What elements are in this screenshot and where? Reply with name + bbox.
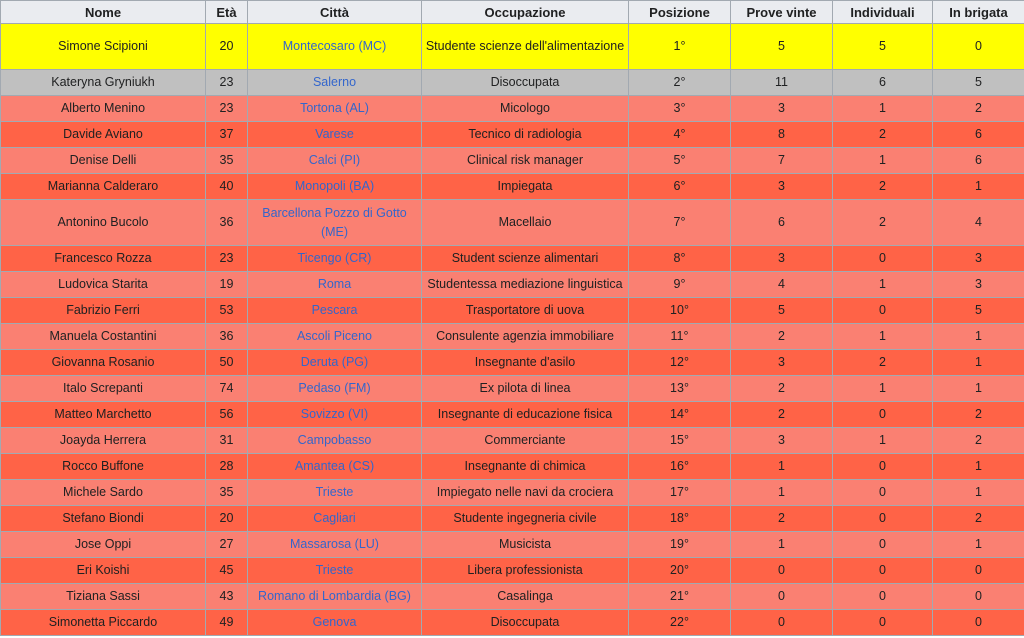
individual-cell: 1 <box>833 376 933 402</box>
city-link[interactable]: Montecosaro <box>282 39 355 53</box>
city-cell <box>248 454 422 480</box>
wins-cell: 3 <box>731 350 833 376</box>
province-paren-open: ( <box>344 381 349 395</box>
table-row <box>1 402 1024 428</box>
province-paren-open: ( <box>358 39 363 53</box>
name-cell: Matteo Marchetto <box>1 402 206 428</box>
individual-cell: 0 <box>833 454 933 480</box>
header-occupazione: Occupazione <box>422 1 629 24</box>
name-cell: Michele Sardo <box>1 480 206 506</box>
table-row <box>1 610 1024 636</box>
city-link[interactable]: Varese <box>315 127 354 141</box>
individual-cell: 0 <box>833 532 933 558</box>
brigade-cell: 2 <box>933 506 1024 532</box>
city-link[interactable]: Monopoli <box>294 179 346 193</box>
city-cell <box>248 558 422 584</box>
province-paren-open: ( <box>348 407 353 421</box>
province-link[interactable]: VI <box>352 407 365 421</box>
wins-cell: 4 <box>731 272 833 298</box>
table-row <box>1 506 1024 532</box>
table-row <box>1 558 1024 584</box>
wins-cell: 5 <box>731 298 833 324</box>
brigade-cell: 5 <box>933 298 1024 324</box>
wins-cell: 0 <box>731 558 833 584</box>
province-paren-open: ( <box>345 101 350 115</box>
name-cell: Italo Screpanti <box>1 376 206 402</box>
wins-cell: 6 <box>731 200 833 246</box>
individual-cell: 1 <box>833 272 933 298</box>
table-row <box>1 122 1024 148</box>
province-paren-close: ) <box>369 459 375 473</box>
city-link[interactable]: Pescara <box>311 303 358 317</box>
occupation-cell: Disoccupata <box>422 610 629 636</box>
city-cell <box>248 174 422 200</box>
table-body <box>1 24 1024 636</box>
brigade-cell: 1 <box>933 480 1024 506</box>
table-row <box>1 70 1024 96</box>
age-cell: 23 <box>206 96 248 122</box>
table-row <box>1 298 1024 324</box>
individual-cell: 0 <box>833 298 933 324</box>
name-cell: Jose Oppi <box>1 532 206 558</box>
table-row <box>1 584 1024 610</box>
table-row <box>1 480 1024 506</box>
position-cell: 15° <box>629 428 731 454</box>
wins-cell: 3 <box>731 96 833 122</box>
table-row <box>1 246 1024 272</box>
wins-cell: 2 <box>731 376 833 402</box>
province-link[interactable]: BA <box>353 179 370 193</box>
individual-cell: 0 <box>833 246 933 272</box>
occupation-cell: Libera professionista <box>422 558 629 584</box>
wins-cell: 3 <box>731 246 833 272</box>
city-link[interactable]: Campobasso <box>297 433 372 447</box>
city-cell <box>248 272 422 298</box>
wins-cell: 0 <box>731 610 833 636</box>
city-cell <box>248 200 422 246</box>
header-prove-vinte: Prove vinte <box>731 1 833 24</box>
city-cell <box>248 402 422 428</box>
age-cell: 19 <box>206 272 248 298</box>
city-link[interactable]: Roma <box>317 277 352 291</box>
province-paren-open: ( <box>345 251 350 265</box>
age-cell: 74 <box>206 376 248 402</box>
table-row <box>1 174 1024 200</box>
position-cell: 21° <box>629 584 731 610</box>
brigade-cell: 1 <box>933 454 1024 480</box>
individual-cell: 0 <box>833 480 933 506</box>
name-cell: Tiziana Sassi <box>1 584 206 610</box>
brigade-cell: 0 <box>933 584 1024 610</box>
name-cell: Eri Koishi <box>1 558 206 584</box>
name-cell: Alberto Menino <box>1 96 206 122</box>
province-link[interactable]: FM <box>348 381 367 395</box>
province-paren-close: ) <box>369 179 375 193</box>
name-cell: Francesco Rozza <box>1 246 206 272</box>
age-cell: 53 <box>206 298 248 324</box>
city-cell <box>248 506 422 532</box>
province-link[interactable]: AL <box>349 101 365 115</box>
city-cell <box>248 148 422 174</box>
table-row <box>1 200 1024 246</box>
province-paren-close: ) <box>364 101 369 115</box>
name-cell: Davide Aviano <box>1 122 206 148</box>
city-link[interactable]: Ascoli Piceno <box>296 329 373 343</box>
age-cell: 28 <box>206 454 248 480</box>
header-posizione: Posizione <box>629 1 731 24</box>
city-link[interactable]: Cagliari <box>313 511 356 525</box>
brigade-cell: 1 <box>933 376 1024 402</box>
header-in-brigata: In brigata <box>933 1 1024 24</box>
name-cell: Ludovica Starita <box>1 272 206 298</box>
city-link[interactable]: Calci <box>308 153 337 167</box>
city-link[interactable]: Pedaso <box>298 381 341 395</box>
header-nome: Nome <box>1 1 206 24</box>
province-link[interactable]: LU <box>358 537 375 551</box>
name-cell: Fabrizio Ferri <box>1 298 206 324</box>
occupation-cell: Impiegata <box>422 174 629 200</box>
age-cell: 40 <box>206 174 248 200</box>
province-paren-close: ) <box>356 153 361 167</box>
wins-cell: 5 <box>731 24 833 70</box>
province-link[interactable]: ME <box>325 224 344 239</box>
name-cell: Joayda Herrera <box>1 428 206 454</box>
name-cell: Kateryna Gryniukh <box>1 70 206 96</box>
position-cell: 8° <box>629 246 731 272</box>
individual-cell: 2 <box>833 350 933 376</box>
province-paren-close: ) <box>374 537 379 551</box>
province-link[interactable]: PG <box>345 355 365 369</box>
brigade-cell: 1 <box>933 174 1024 200</box>
age-cell: 50 <box>206 350 248 376</box>
brigade-cell: 1 <box>933 324 1024 350</box>
province-link[interactable]: MC <box>362 39 383 53</box>
individual-cell: 5 <box>833 24 933 70</box>
province-paren-open: ( <box>341 355 346 369</box>
city-cell <box>248 324 422 350</box>
city-cell <box>248 246 422 272</box>
province-paren-close: ) <box>382 39 387 53</box>
position-cell: 19° <box>629 532 731 558</box>
position-cell: 18° <box>629 506 731 532</box>
province-paren-open: ( <box>354 537 359 551</box>
city-link[interactable]: Genova <box>312 615 357 629</box>
position-cell: 20° <box>629 558 731 584</box>
city-cell <box>248 122 422 148</box>
age-cell: 36 <box>206 324 248 350</box>
age-cell: 23 <box>206 70 248 96</box>
age-cell: 56 <box>206 402 248 428</box>
city-cell <box>248 350 422 376</box>
province-paren-close: ) <box>364 407 369 421</box>
brigade-cell: 3 <box>933 246 1024 272</box>
city-link[interactable]: Ticengo <box>297 251 342 265</box>
position-cell: 7° <box>629 200 731 246</box>
wins-cell: 3 <box>731 174 833 200</box>
brigade-cell: 1 <box>933 350 1024 376</box>
wins-cell: 1 <box>731 532 833 558</box>
position-cell: 5° <box>629 148 731 174</box>
brigade-cell: 1 <box>933 532 1024 558</box>
wins-cell: 0 <box>731 584 833 610</box>
brigade-cell: 2 <box>933 402 1024 428</box>
city-cell <box>248 298 422 324</box>
brigade-cell: 0 <box>933 558 1024 584</box>
brigade-cell: 5 <box>933 70 1024 96</box>
table-row <box>1 376 1024 402</box>
position-cell: 22° <box>629 610 731 636</box>
occupation-cell: Casalinga <box>422 584 629 610</box>
wins-cell: 8 <box>731 122 833 148</box>
province-paren-open: ( <box>349 179 354 193</box>
name-cell: Denise Delli <box>1 148 206 174</box>
city-cell <box>248 96 422 122</box>
position-cell: 12° <box>629 350 731 376</box>
province-paren-close: ) <box>406 589 411 603</box>
occupation-cell: Ex pilota di linea <box>422 376 629 402</box>
age-cell: 35 <box>206 480 248 506</box>
position-cell: 13° <box>629 376 731 402</box>
city-cell <box>248 584 422 610</box>
position-cell: 10° <box>629 298 731 324</box>
age-cell: 43 <box>206 584 248 610</box>
occupation-cell: Insegnante di chimica <box>422 454 629 480</box>
occupation-cell: Musicista <box>422 532 629 558</box>
position-cell: 2° <box>629 70 731 96</box>
position-cell: 17° <box>629 480 731 506</box>
city-link[interactable]: Deruta <box>300 355 339 369</box>
brigade-cell: 0 <box>933 24 1024 70</box>
city-link[interactable]: Barcellona Pozzo di Gotto <box>262 205 407 220</box>
position-cell: 9° <box>629 272 731 298</box>
individual-cell: 1 <box>833 428 933 454</box>
occupation-cell: Trasportatore di uova <box>422 298 629 324</box>
individual-cell: 2 <box>833 200 933 246</box>
city-link[interactable]: Massarosa <box>290 537 352 551</box>
age-cell: 27 <box>206 532 248 558</box>
position-cell: 3° <box>629 96 731 122</box>
age-cell: 36 <box>206 200 248 246</box>
occupation-cell: Micologo <box>422 96 629 122</box>
province-link[interactable]: PI <box>344 153 357 167</box>
province-paren-open: ( <box>340 153 345 167</box>
occupation-cell: Commerciante <box>422 428 629 454</box>
table-row <box>1 24 1024 70</box>
occupation-cell: Studente scienze dell'alimentazione <box>422 24 629 70</box>
table-row <box>1 532 1024 558</box>
city-cell <box>248 532 422 558</box>
age-cell: 20 <box>206 24 248 70</box>
table-row <box>1 428 1024 454</box>
wins-cell: 2 <box>731 324 833 350</box>
individual-cell: 0 <box>833 610 933 636</box>
province-link[interactable]: CS <box>352 459 370 473</box>
table-row <box>1 454 1024 480</box>
table-row <box>1 148 1024 174</box>
city-link[interactable]: Trieste <box>315 485 354 499</box>
province-paren-close: ) <box>366 381 371 395</box>
brigade-cell: 3 <box>933 272 1024 298</box>
city-cell <box>248 70 422 96</box>
name-cell: Stefano Biondi <box>1 506 206 532</box>
individual-cell: 6 <box>833 70 933 96</box>
header-individuali: Individuali <box>833 1 933 24</box>
wins-cell: 1 <box>731 480 833 506</box>
province-paren-close: ) <box>343 224 349 239</box>
age-cell: 23 <box>206 246 248 272</box>
occupation-cell: Consulente agenzia immobiliare <box>422 324 629 350</box>
individual-cell: 2 <box>833 174 933 200</box>
occupation-cell: Studente ingegneria civile <box>422 506 629 532</box>
city-cell <box>248 610 422 636</box>
brigade-cell: 2 <box>933 428 1024 454</box>
table-row <box>1 272 1024 298</box>
province-paren-open: ( <box>348 459 353 473</box>
table-header <box>1 1 1024 24</box>
name-cell: Simone Scipioni <box>1 24 206 70</box>
occupation-cell: Student scienze alimentari <box>422 246 629 272</box>
occupation-cell: Macellaio <box>422 200 629 246</box>
province-paren-close: ) <box>364 355 369 369</box>
age-cell: 37 <box>206 122 248 148</box>
wins-cell: 7 <box>731 148 833 174</box>
name-cell: Manuela Costantini <box>1 324 206 350</box>
city-cell <box>248 24 422 70</box>
brigade-cell: 2 <box>933 96 1024 122</box>
city-cell <box>248 428 422 454</box>
header-eta: Età <box>206 1 248 24</box>
position-cell: 6° <box>629 174 731 200</box>
table-row <box>1 324 1024 350</box>
city-cell <box>248 480 422 506</box>
city-link[interactable]: Salerno <box>312 75 357 89</box>
city-link[interactable]: Trieste <box>315 563 354 577</box>
name-cell: Simonetta Piccardo <box>1 610 206 636</box>
individual-cell: 1 <box>833 96 933 122</box>
wins-cell: 3 <box>731 428 833 454</box>
table-row <box>1 350 1024 376</box>
individual-cell: 1 <box>833 148 933 174</box>
age-cell: 45 <box>206 558 248 584</box>
wins-cell: 2 <box>731 402 833 428</box>
occupation-cell: Studentessa mediazione linguistica <box>422 272 629 298</box>
individual-cell: 0 <box>833 506 933 532</box>
city-link[interactable]: Sovizzo <box>300 407 345 421</box>
province-link[interactable]: CR <box>349 251 368 265</box>
age-cell: 20 <box>206 506 248 532</box>
wins-cell: 1 <box>731 454 833 480</box>
province-paren-close: ) <box>367 251 372 265</box>
individual-cell: 0 <box>833 584 933 610</box>
city-cell <box>248 376 422 402</box>
occupation-cell: Insegnante di educazione fisica <box>422 402 629 428</box>
brigade-cell: 0 <box>933 610 1024 636</box>
name-cell: Antonino Bucolo <box>1 200 206 246</box>
header-row <box>1 1 1024 24</box>
age-cell: 35 <box>206 148 248 174</box>
occupation-cell: Impiegato nelle navi da crociera <box>422 480 629 506</box>
occupation-cell: Clinical risk manager <box>422 148 629 174</box>
occupation-cell: Tecnico di radiologia <box>422 122 629 148</box>
province-link[interactable]: BG <box>388 589 407 603</box>
table-row <box>1 96 1024 122</box>
brigade-cell: 4 <box>933 200 1024 246</box>
individual-cell: 2 <box>833 122 933 148</box>
name-cell: Rocco Buffone <box>1 454 206 480</box>
individual-cell: 0 <box>833 558 933 584</box>
brigade-cell: 6 <box>933 148 1024 174</box>
position-cell: 4° <box>629 122 731 148</box>
wins-cell: 11 <box>731 70 833 96</box>
province-paren-open: ( <box>320 224 326 239</box>
age-cell: 31 <box>206 428 248 454</box>
age-cell: 49 <box>206 610 248 636</box>
occupation-cell: Disoccupata <box>422 70 629 96</box>
position-cell: 1° <box>629 24 731 70</box>
city-link[interactable]: Amantea <box>294 459 345 473</box>
individual-cell: 1 <box>833 324 933 350</box>
position-cell: 11° <box>629 324 731 350</box>
position-cell: 16° <box>629 454 731 480</box>
city-link[interactable]: Tortona <box>300 101 342 115</box>
position-cell: 14° <box>629 402 731 428</box>
individual-cell: 0 <box>833 402 933 428</box>
occupation-cell: Insegnante d'asilo <box>422 350 629 376</box>
province-paren-open: ( <box>384 589 389 603</box>
name-cell: Giovanna Rosanio <box>1 350 206 376</box>
wins-cell: 2 <box>731 506 833 532</box>
header-citta: Città <box>248 1 422 24</box>
city-link[interactable]: Romano di Lombardia <box>258 589 382 603</box>
brigade-cell: 6 <box>933 122 1024 148</box>
name-cell: Marianna Calderaro <box>1 174 206 200</box>
